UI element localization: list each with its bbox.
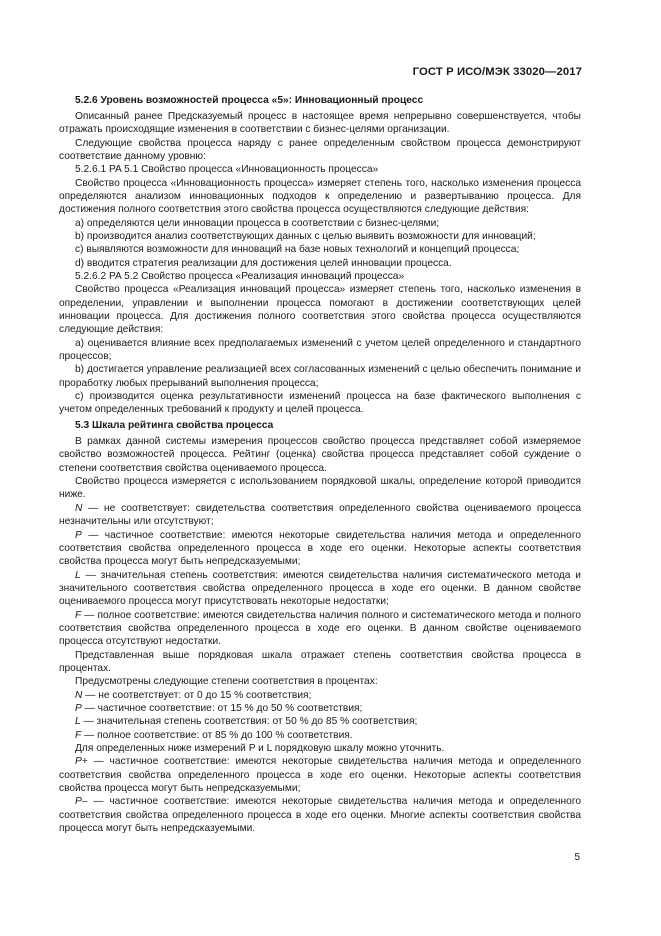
- paragraph: Свойство процесса «Инновационность процесса» измеряет степень того, насколько изменения процесса определяются анализом инновационных подходов к определению и развертыванию процесса. Для достижения полного соответствия этого свойства процесса осуществляются следующие действия:: [59, 177, 581, 216]
- refined-item: [59, 795, 581, 835]
- page-number: 5: [574, 852, 580, 863]
- list-item: c) производится оценка результативности изменений процесса на базе фактического выполнения с учетом определенных требований к продукту и целей процесса.: [59, 391, 581, 416]
- scale-symbol: N: [75, 502, 83, 514]
- paragraph: Описанный ранее Предсказуемый процесс в настоящее время непрерывно совершенствуется, чтобы отражать происходящие изменения в соответствии с бизнес-целями организации.: [59, 110, 581, 136]
- list-item: d) вводится стратегия реализации для достижения целей инновации процесса.: [75, 257, 452, 269]
- scale-item: [59, 502, 581, 529]
- percent-text: — частичное соответствие: от 15 % до 50 % соответствия;: [81, 702, 363, 714]
- percent-item: [59, 689, 581, 702]
- scale-item: [59, 609, 581, 649]
- document-body: [59, 94, 581, 835]
- percent-item: [59, 715, 581, 728]
- subsection-title-5-2-6-2: 5.2.6.2 PA 5.2 Свойство процесса «Реализация инноваций процесса»: [75, 270, 405, 282]
- scale-symbol: N: [75, 689, 83, 701]
- paragraph: Для определенных ниже измерений P и L порядковую шкалу можно уточнить.: [75, 743, 445, 754]
- scale-text: — не соответствует: свидетельства соответствия определенного свойства оцениваемого процесса незначительны или отсутствуют;: [59, 502, 581, 528]
- paragraph: Предусмотрены следующие степени соответствия в процентах:: [75, 676, 378, 688]
- scale-text: — полное соответствие: имеются свидетельства наличия полного и систематического метода и полного соответствия свойства определенного процесса в ходе его оценки. В данном свойстве оцениваемого процесса отсутствуют недостатки.: [59, 609, 581, 648]
- scale-symbol: P–: [75, 796, 88, 808]
- percent-item: [59, 702, 581, 715]
- list-item: a) оценивается влияние всех предполагаемых изменений с учетом целей определенного и стандартного процессов;: [59, 337, 581, 363]
- scale-item: [59, 569, 581, 609]
- paragraph: Свойство процесса «Реализация инноваций процесса» измеряет степень того, насколько изменения в определении, управлении и выполнении процесса помогают в достижении соответствующих целей инновации процесса. Для достижения полного соответствия этого свойства процесса осуществляются следующие действия:: [59, 284, 581, 336]
- scale-text: — значительная степень соответствия: имеются свидетельства наличия систематического метода и значительного соответствия свойства определенного процесса в ходе его оценки. В данном свойстве оцениваемого процесса могут присутствовать некоторые недостатки;: [59, 569, 581, 608]
- paragraph: Следующие свойства процесса наряду с ранее определенным свойством процесса демонстрируют соответствие данному уровню:: [59, 137, 581, 162]
- percent-text: — полное соответствие: от 85 % до 100 % соответствия.: [81, 729, 353, 741]
- paragraph: Свойство процесса измеряется с использованием порядковой шкалы, определение которой приводится ниже.: [59, 476, 581, 501]
- refined-text: — частичное соответствие: имеются некоторые свидетельства наличия метода и определенного соответствия свойства определенного процесса в ходе его оценки. Некоторые аспекты соответствия свойства процесса могут быть непредсказуемыми;: [59, 756, 581, 795]
- scale-symbol: L: [75, 569, 81, 581]
- heading-5-3: 5.3 Шкала рейтинга свойства процесса: [75, 420, 274, 432]
- scale-text: — частичное соответствие: имеются некоторые свидетельства наличия метода и определенного соответствия свойства определенного процесса в ходе его оценки. Некоторые аспекты соответствия свойства процесса могут быть непредсказуемыми;: [59, 529, 581, 568]
- subsection-title-5-2-6-1: 5.2.6.1 PA 5.1 Свойство процесса «Инновационность процесса»: [75, 164, 379, 176]
- paragraph: В рамках данной системы измерения процессов свойство процесса представляет собой измеряемое свойство возможностей процесса. Рейтинг (оценка) свойства процесса представляет собой суждение о степени соответствия свойства оцениваемого процесса.: [59, 436, 581, 474]
- percent-text: — не соответствует: от 0 до 15 % соответствия;: [82, 689, 312, 701]
- scale-symbol: F: [75, 609, 82, 621]
- scale-symbol: F: [75, 729, 82, 741]
- scale-symbol: P: [75, 702, 82, 714]
- scale-symbol: P: [75, 529, 82, 541]
- list-item: a) определяются цели инновации процесса в соответствии с бизнес-целями;: [75, 217, 440, 229]
- scale-symbol: P+: [75, 756, 88, 768]
- percent-item: [59, 729, 581, 742]
- list-item: b) достигается управление реализацией всех согласованных изменений с целью обеспечить понимание и проработку любых прерываний выполнения процесса;: [59, 364, 581, 389]
- heading-5-2-6: 5.2.6 Уровень возможностей процесса «5»: Инновационный процесс: [75, 95, 424, 106]
- document-header: ГОСТ Р ИСО/МЭК 33020—2017: [412, 66, 582, 78]
- paragraph: Представленная выше порядковая шкала отражает степень соответствия свойства процесса в процентах.: [59, 649, 581, 674]
- scale-symbol: L: [75, 716, 81, 728]
- list-item: b) производится анализ соответствующих данных с целью выявить возможности для инноваций;: [75, 230, 536, 242]
- scale-item: [59, 529, 581, 569]
- percent-text: — значительная степень соответствия: от 50 % до 85 % соответствия;: [80, 716, 418, 728]
- refined-text: — частичное соответствие: имеются некоторые свидетельства наличия метода и определенного соответствия свойства определенного процесса в ходе его оценки. Многие аспекты соответствия свойства процесса могут быть непредсказуемыми.: [59, 796, 581, 835]
- refined-item: [59, 755, 581, 795]
- list-item: c) выявляются возможности для инноваций на базе новых технологий и концепций процесса;: [75, 244, 520, 256]
